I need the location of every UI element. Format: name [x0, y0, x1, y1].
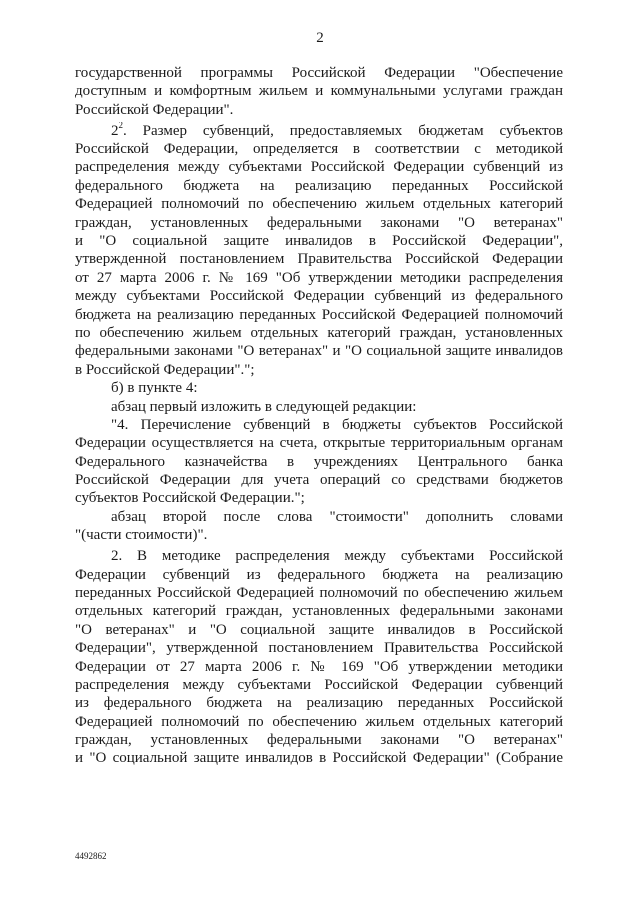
text-line: абзац второй после слова "стоимости" дополнить словами: [111, 508, 563, 525]
text-line: "(части стоимости)".: [75, 527, 208, 544]
item-number: 2: [111, 122, 119, 139]
text-line: граждан, установленных федеральными законами "О ветеранах": [75, 732, 563, 749]
text-line: из федерального бюджета на реализацию переданных Российской: [75, 695, 563, 712]
text-line: Федерации субвенций из федерального бюджета на реализацию: [75, 566, 563, 583]
text-line: абзац первый изложить в следующей редакции:: [111, 398, 417, 415]
text-line: Российской Федерации для учета операций со средствами бюджетов: [75, 472, 563, 489]
text-line: переданных Российской Федерацией полномочий по обеспечению жильем: [75, 584, 563, 601]
text-line: Федерацией полномочий по обеспечению жильем отдельных категорий: [75, 196, 563, 213]
text-line: утвержденной постановлением Правительства Российской Федерации: [75, 251, 563, 268]
text-line: субъектов Российской Федерации.";: [75, 490, 305, 507]
text-line: Федерального казначейства в учреждениях Центрального банка: [75, 453, 563, 470]
text-line: от 27 марта 2006 г. № 169 "Об утверждении методики распределения: [75, 269, 563, 286]
text-line: государственной программы Российской Федерации "Обеспечение: [75, 65, 563, 81]
text-line: 2. В методике распределения между субъектами Российской: [111, 548, 563, 565]
text-line: и "О социальной защите инвалидов в Российской Федерации" (Собрание: [75, 750, 563, 767]
text-line: и "О социальной защите инвалидов в Российской Федерации",: [75, 233, 563, 250]
line-text: . Размер субвенций, предоставляемых бюджетам субъектов: [123, 122, 563, 139]
text-line: Федерации осуществляется на счета, открытые территориальным органам: [75, 435, 563, 452]
text-line: между субъектами Российской Федерации субвенций из федерального: [75, 288, 563, 305]
text-line: федерального бюджета на реализацию переданных Российской: [75, 177, 563, 194]
text-line: Федерации от 27 марта 2006 г. № 169 "Об утверждении методики: [75, 658, 563, 675]
text-line: отдельных категорий граждан, установленных федеральными законами: [75, 603, 563, 620]
text-line: распределения между субъектами Российской Федерации субвенций из: [75, 159, 563, 176]
document-body: [75, 64, 563, 768]
text-line: граждан, установленных федеральными законами "О ветеранах": [75, 214, 563, 231]
text-line: бюджета на реализацию переданных Российской Федерацией полномочий: [75, 306, 563, 323]
text-line: Федерации", утвержденной постановлением Правительства Российской: [75, 640, 563, 657]
text-line: [75, 122, 563, 140]
text-line: б) в пункте 4:: [111, 380, 198, 397]
text-line: Российской Федерации, определяется в соответствии с методикой: [75, 141, 563, 158]
text-line: доступным и комфортным жильем и коммунальными услугами граждан: [75, 83, 563, 100]
text-line: "4. Перечисление субвенций в бюджеты субъектов Российской: [111, 416, 563, 433]
item-superscript: 2: [118, 121, 123, 130]
page-number: 2: [316, 30, 324, 46]
text-line: распределения между субъектами Российской Федерации субвенций: [75, 676, 563, 693]
text-line: федеральными законами "О ветеранах" и "О социальной защите инвалидов: [75, 343, 563, 360]
text-line: по обеспечению жильем отдельных категорий граждан, установленных: [75, 324, 563, 341]
text-line: в Российской Федерации".";: [75, 361, 255, 378]
text-line: Российской Федерации".: [75, 101, 234, 118]
document-id: 4492862: [75, 851, 107, 861]
text-line: Федерацией полномочий по обеспечению жильем отдельных категорий: [75, 713, 563, 730]
text-line: "О ветеранах" и "О социальной защите инвалидов в Российской: [75, 621, 563, 638]
